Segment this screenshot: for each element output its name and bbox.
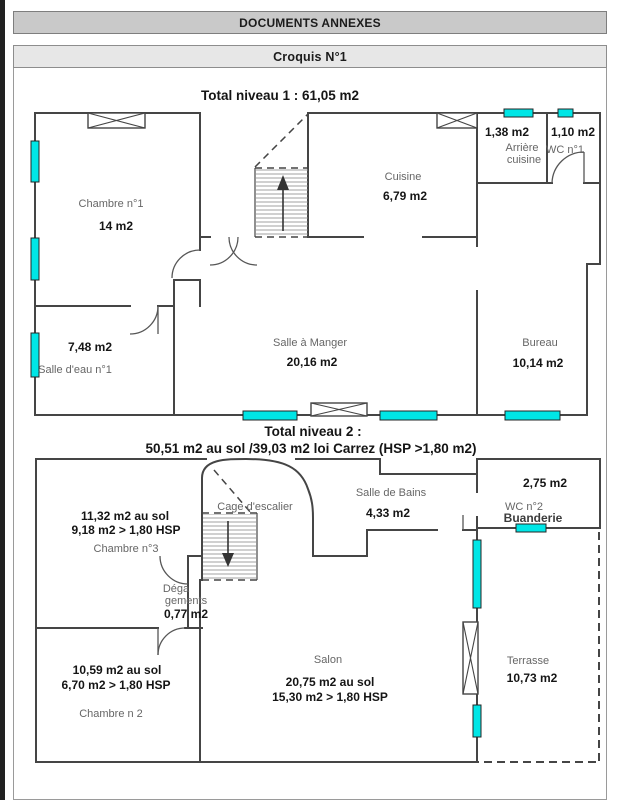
room-name: Chambre n°1	[78, 198, 144, 210]
room-name: Arrière	[505, 142, 539, 154]
room-area: 10,73 m2	[506, 671, 558, 685]
level2-crossed-windows	[463, 622, 478, 694]
room-name: Cuisine	[384, 171, 422, 183]
level2-labels	[61, 476, 567, 720]
door-arc	[172, 250, 200, 278]
level2-title-line1: Total niveau 2 :	[264, 424, 362, 439]
window-icon	[473, 705, 481, 737]
room-area: 14 m2	[98, 219, 134, 233]
door-arc	[229, 237, 257, 265]
level1-staircase	[255, 114, 308, 237]
room-name: Chambre n°3	[93, 543, 159, 555]
window-icon	[505, 411, 560, 420]
room-name: Terrasse	[506, 655, 550, 667]
window-icon	[31, 238, 39, 280]
wall	[296, 459, 600, 474]
window-icon	[31, 141, 39, 182]
room-area: 20,16 m2	[286, 355, 338, 369]
window-icon	[516, 524, 546, 532]
room-name: Buanderie	[503, 511, 563, 525]
room-area: 7,48 m2	[67, 340, 113, 354]
room-area: 1,10 m2	[550, 125, 596, 139]
level2-staircase	[202, 470, 257, 580]
room-area: 6,70 m2 > 1,80 HSP	[61, 678, 171, 692]
room-area: 0,77 m2	[163, 607, 209, 621]
window-icon	[504, 109, 533, 117]
room-area: 1,38 m2	[484, 125, 530, 139]
room-name: WC n°2	[504, 501, 544, 513]
wall	[587, 113, 600, 415]
room-area: 6,79 m2	[382, 189, 428, 203]
level1-plan	[31, 88, 600, 420]
room-name: Cage d'escalier	[217, 501, 293, 513]
window-icon	[380, 411, 437, 420]
window-icon	[473, 540, 481, 608]
room-name: Salle d'eau n°1	[38, 364, 112, 376]
room-name: cuisine	[506, 154, 542, 166]
room-area: 4,33 m2	[365, 506, 411, 520]
room-area: 20,75 m2 au sol	[285, 675, 375, 689]
room-name: WC n°1	[545, 144, 585, 156]
level1-labels	[38, 125, 595, 376]
room-area: 11,32 m2 au sol	[80, 509, 170, 523]
room-area: 2,75 m2	[522, 476, 568, 490]
documents-annexes-title: DOCUMENTS ANNEXES	[239, 15, 381, 30]
room-area: 10,14 m2	[512, 356, 564, 370]
door-arc	[158, 628, 185, 655]
stair-cut-line	[255, 114, 308, 167]
room-name: Salle à Manger	[273, 337, 347, 349]
room-area: 9,18 m2 > 1,80 HSP	[71, 523, 181, 537]
room-name: Salon	[313, 654, 343, 666]
door-arc	[210, 237, 238, 265]
door-arc	[552, 152, 584, 183]
door-arc	[130, 306, 158, 334]
level2-windows	[473, 524, 546, 737]
room-name: Chambre n 2	[79, 708, 143, 720]
room-name: Déga	[162, 583, 190, 595]
croquis-title: Croquis N°1	[273, 49, 347, 64]
room-area: 10,59 m2 au sol	[72, 663, 162, 677]
level2-title-line2: 50,51 m2 au sol /39,03 m2 loi Carrez (HSP >1,80 m2)	[145, 441, 477, 456]
room-name: gements	[164, 595, 208, 607]
door-arc	[160, 556, 188, 584]
room-name: Salle de Bains	[355, 487, 427, 499]
level2-plan	[36, 424, 600, 762]
room-name: Bureau	[522, 337, 558, 349]
level1-title: Total niveau 1 : 61,05 m2	[200, 88, 360, 103]
stair-treads	[203, 514, 256, 579]
level1-crossed-windows	[88, 113, 477, 416]
window-icon	[558, 109, 573, 117]
level1-doors	[130, 152, 584, 334]
wall	[313, 530, 477, 556]
wall	[174, 280, 200, 306]
window-icon	[243, 411, 297, 420]
level1-windows	[31, 109, 573, 420]
room-area: 15,30 m2 > 1,80 HSP	[272, 690, 388, 704]
